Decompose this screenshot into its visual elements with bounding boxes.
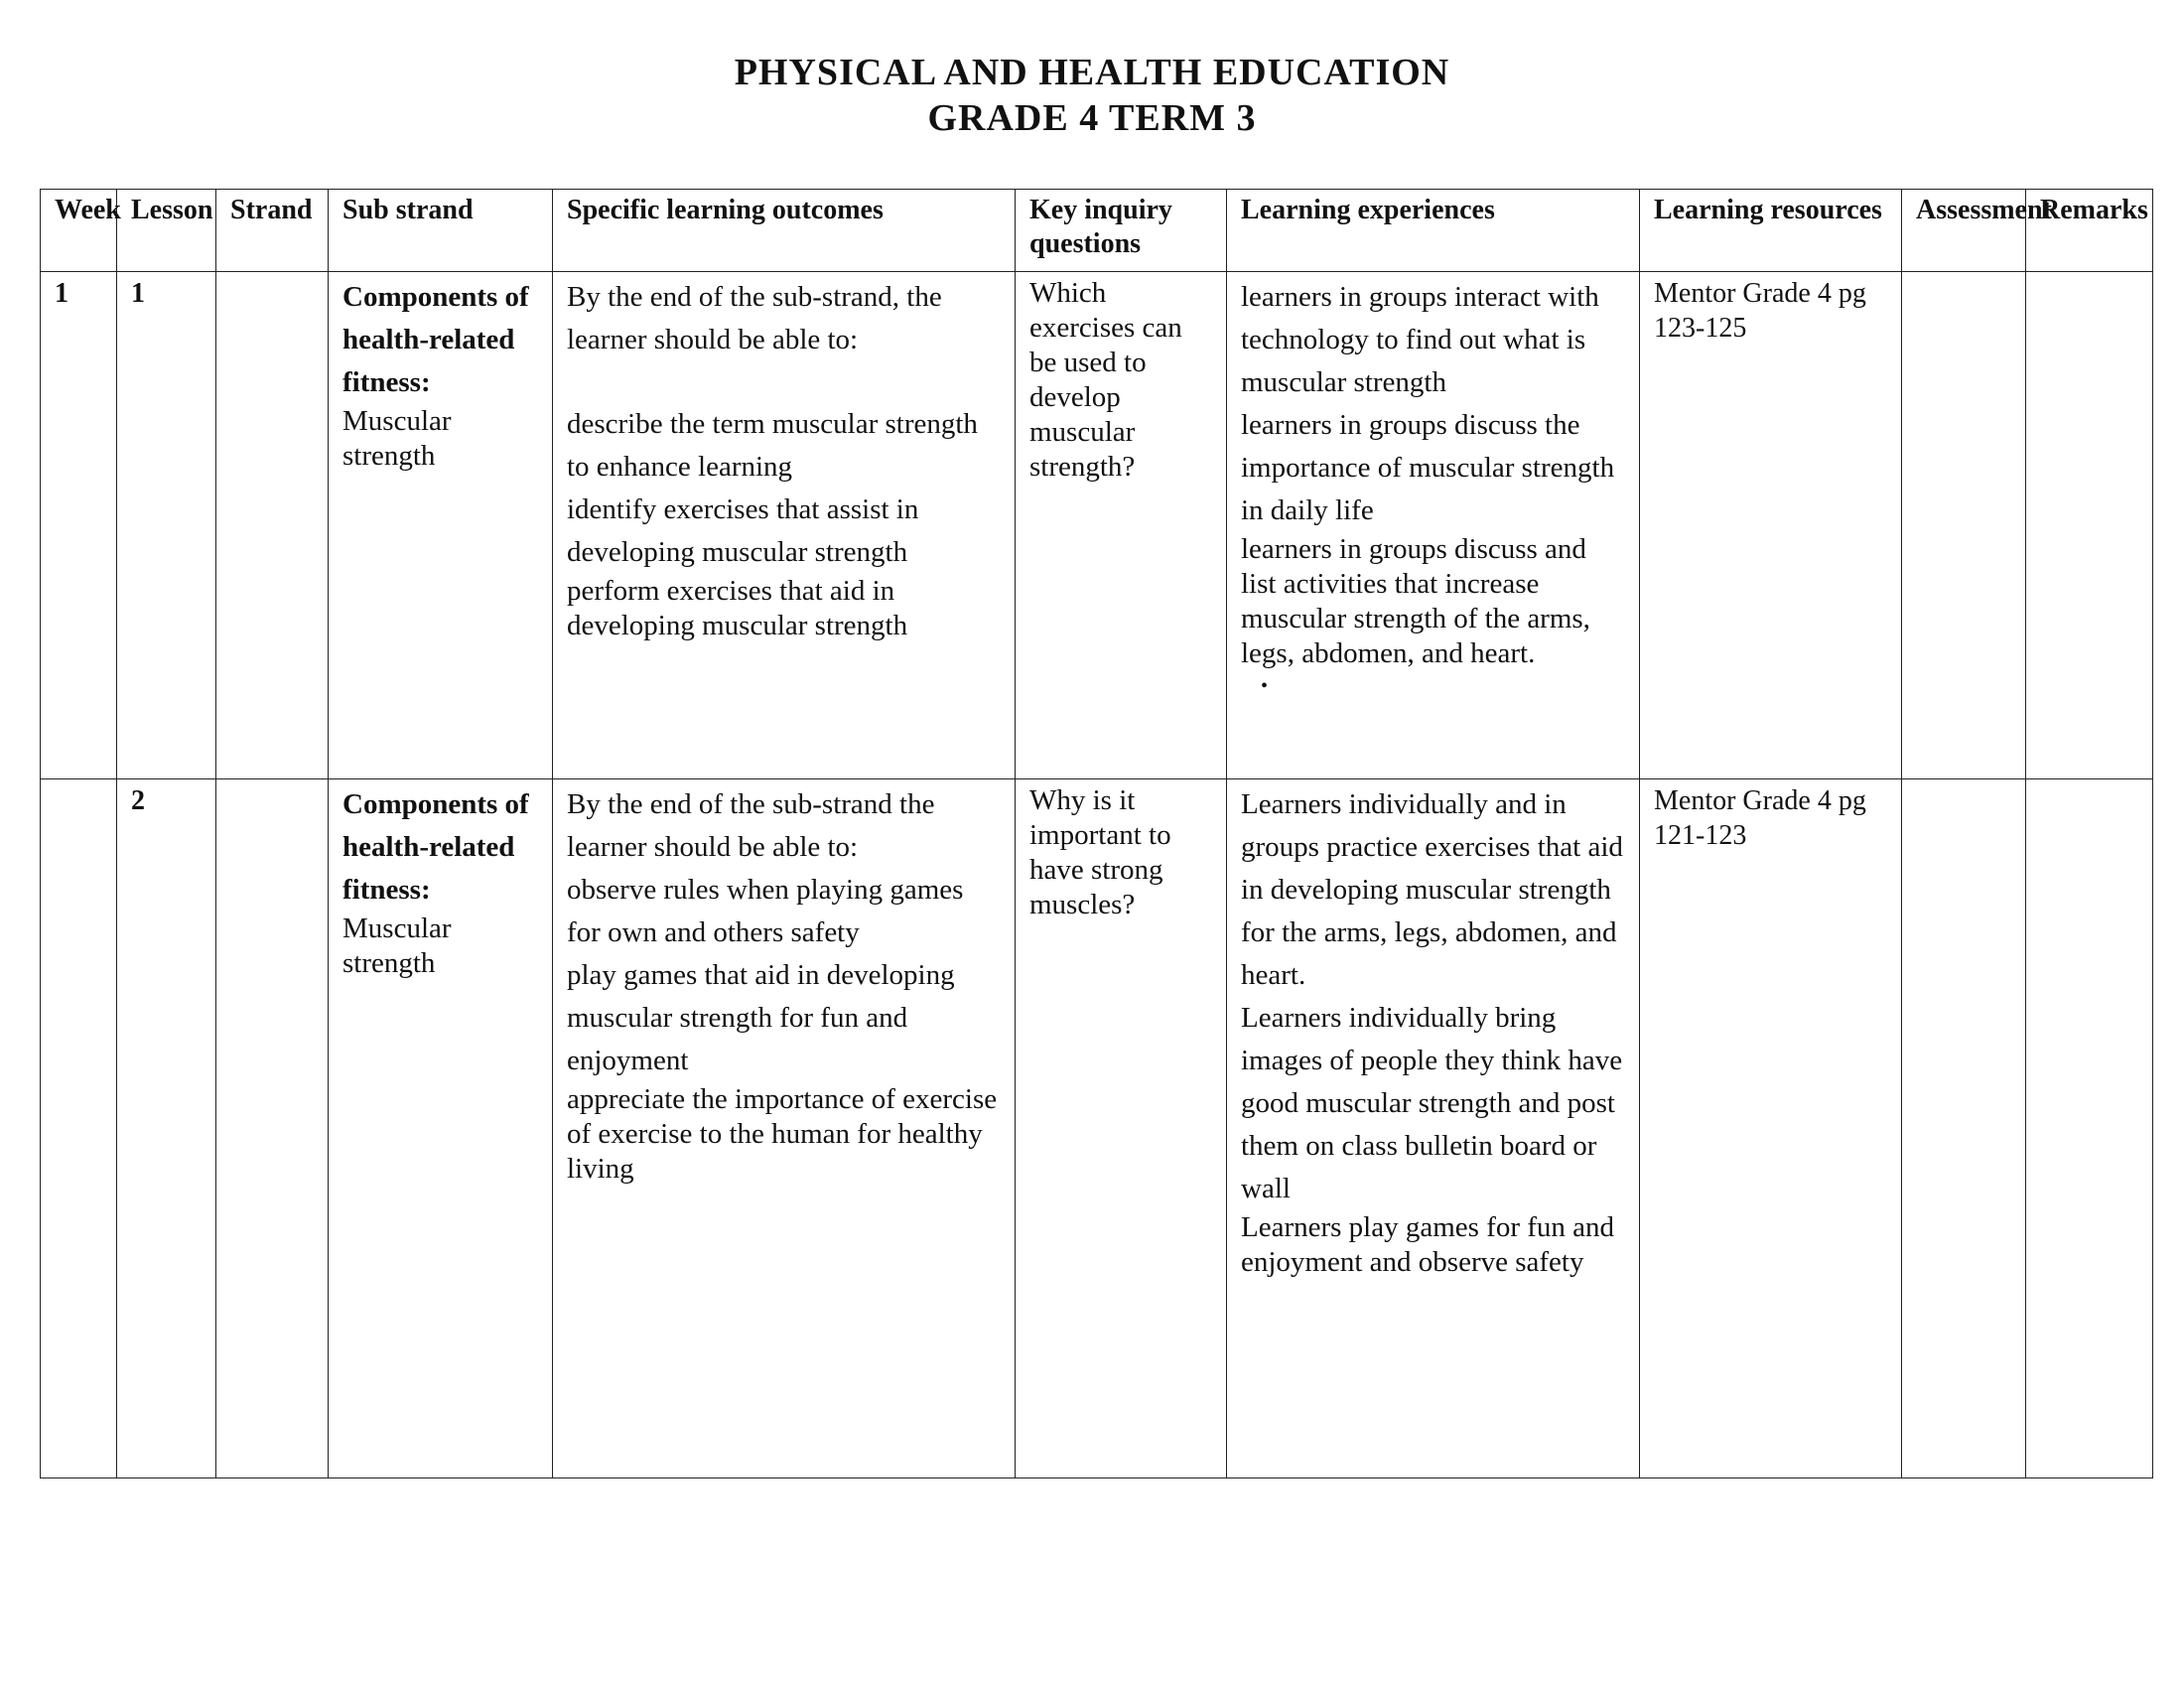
- outcome-item: perform exercises that aid in developing muscular strength: [567, 575, 908, 641]
- experience-item: learners in groups interact with technology to find out what is muscular strength: [1241, 281, 1599, 398]
- header-experiences: Learning experiences: [1227, 190, 1640, 272]
- week-number: 1: [55, 278, 68, 309]
- outcome-item: observe rules when playing games for own and others safety: [567, 874, 964, 948]
- outcome-item: play games that aid in developing muscular strength for fun and enjoyment: [567, 959, 955, 1076]
- outcome-item: appreciate the importance of exercise of exercise to the human for healthy living: [567, 1083, 998, 1185]
- inquiry-question: Which exercises can be used to develop muscular strength?: [1029, 277, 1182, 483]
- experience-item: Learners play games for fun and enjoyment and observe safety: [1241, 1211, 1615, 1278]
- header-week: Week: [41, 190, 117, 272]
- outcomes-intro: By the end of the sub-strand, the learner should be able to:: [567, 281, 942, 355]
- experiences-cell: [1227, 272, 1640, 779]
- bullet-marker: •: [1261, 675, 1269, 697]
- lesson-cell: [117, 779, 216, 1478]
- outcome-item: identify exercises that assist in developing muscular strength: [567, 493, 919, 568]
- sub-strand-title: Components of health-related fitness:: [342, 281, 529, 398]
- resource-reference: Mentor Grade 4 pg 123-125: [1654, 278, 1866, 344]
- remarks-cell: [2026, 779, 2153, 1478]
- experiences-cell: [1227, 779, 1640, 1478]
- week-cell: [41, 779, 117, 1478]
- header-assessment: Assessment: [1902, 190, 2026, 272]
- assessment-cell: [1902, 779, 2026, 1478]
- header-row: [41, 190, 2153, 272]
- assessment-cell: [1902, 272, 2026, 779]
- outcomes-intro: By the end of the sub-strand the learner should be able to:: [567, 788, 935, 863]
- document-title: PHYSICAL AND HEALTH EDUCATION: [734, 52, 1450, 93]
- sub-strand-cell: [329, 272, 553, 779]
- sub-strand-cell: [329, 779, 553, 1478]
- header-inquiry: Key inquiry questions: [1016, 190, 1227, 272]
- lesson-cell: [117, 272, 216, 779]
- header-outcomes: Specific learning outcomes: [553, 190, 1016, 272]
- outcomes-cell: [553, 272, 1016, 779]
- week-cell: [41, 272, 117, 779]
- inquiry-cell: [1016, 779, 1227, 1478]
- lesson-number: 2: [131, 785, 145, 816]
- experience-item: Learners individually bring images of people they think have good muscular strength and post them on class bulletin board or wall: [1241, 1002, 1623, 1204]
- header-resources: Learning resources: [1640, 190, 1902, 272]
- inquiry-question: Why is it important to have strong muscles?: [1029, 784, 1171, 920]
- experience-item: Learners individually and in groups practice exercises that aid in developing muscular strength for the arms, legs, abdomen, and heart.: [1241, 788, 1623, 991]
- strand-cell: [216, 272, 329, 779]
- outcomes-cell: [553, 779, 1016, 1478]
- header-strand: Strand: [216, 190, 329, 272]
- resource-reference: Mentor Grade 4 pg 121-123: [1654, 785, 1866, 851]
- remarks-cell: [2026, 272, 2153, 779]
- resources-cell: [1640, 272, 1902, 779]
- header-sub-strand: Sub strand: [329, 190, 553, 272]
- sub-strand-name: Muscular strength: [342, 913, 452, 979]
- resources-cell: [1640, 779, 1902, 1478]
- header-lesson: Lesson: [117, 190, 216, 272]
- scheme-of-work-table: [40, 189, 2153, 1478]
- strand-cell: [216, 779, 329, 1478]
- table-row: [41, 779, 2153, 1478]
- experience-item: learners in groups discuss the importance of muscular strength in daily life: [1241, 409, 1615, 526]
- outcome-item: describe the term muscular strength to enhance learning: [567, 408, 978, 483]
- table-row: [41, 272, 2153, 779]
- experience-item: learners in groups discuss and list activities that increase muscular strength of the arms, legs, abdomen, and heart.: [1241, 533, 1590, 669]
- sub-strand-name: Muscular strength: [342, 405, 452, 472]
- header-remarks: Remarks: [2026, 190, 2153, 272]
- sub-strand-title: Components of health-related fitness:: [342, 788, 529, 906]
- lesson-number: 1: [131, 278, 145, 309]
- document-subtitle: GRADE 4 TERM 3: [927, 97, 1257, 139]
- inquiry-cell: [1016, 272, 1227, 779]
